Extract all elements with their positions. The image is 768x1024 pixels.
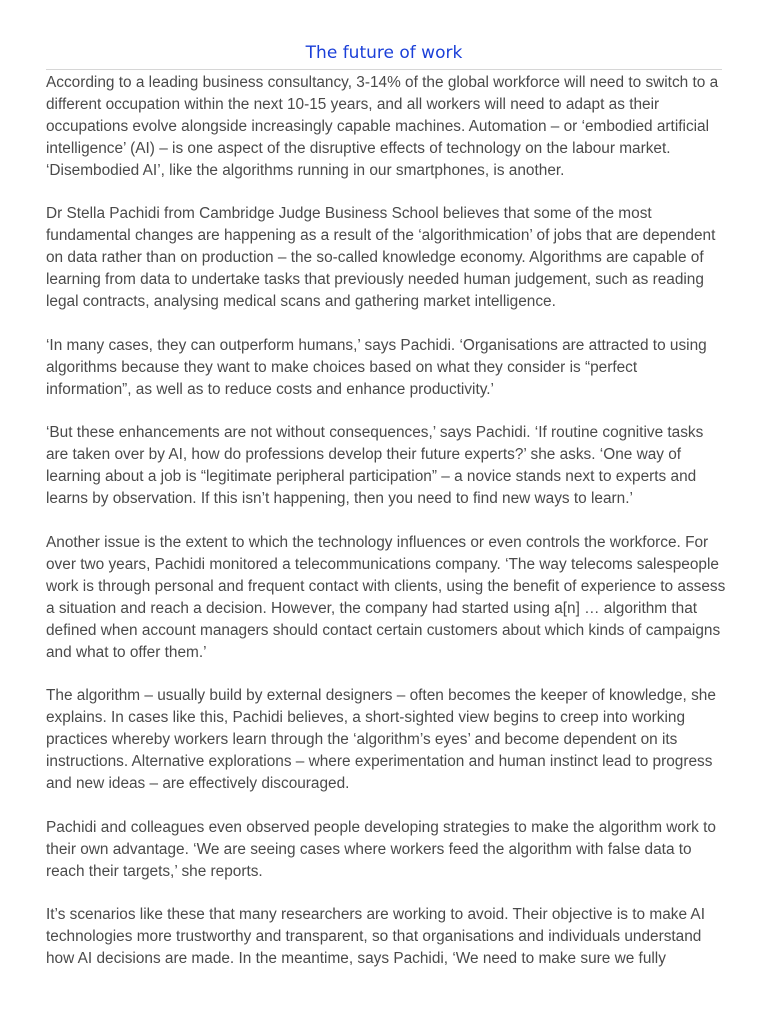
paragraph: ‘But these enhancements are not without consequences,’ says Pachidi. ‘If routine cognitive tasks are taken over by AI, how do professions develop their future experts?’ she asks. ‘One way of learning about a job is “legitimate peripheral participation” – a novice stands next to experts and learns by observation. If this isn’t happening, then you need to find new ways to learn.’ <box>46 424 704 508</box>
paragraph: It’s scenarios like these that many researchers are working to avoid. Their objective is to make AI technologies more trustworthy and transparent, so that organisations and individuals understand how AI decisions are made. In the meantime, says Pachidi, ‘We need to make sure we fully <box>46 906 705 968</box>
article-body <box>46 72 726 992</box>
page-title: The future of work <box>305 43 463 63</box>
paragraph: Pachidi and colleagues even observed people developing strategies to make the algorithm work to their own advantage. ‘We are seeing cases where workers feed the algorithm with false data to reach their targets,’ she reports. <box>46 818 716 880</box>
title-divider <box>46 69 722 70</box>
paragraph: The algorithm – usually build by external designers – often becomes the keeper of knowledge, she explains. In cases like this, Pachidi believes, a short-sighted view begins to creep into working practices whereby workers learn through the ‘algorithm’s eyes’ and become dependent on its instructions. Alternative explorations – where experimentation and human instinct lead to progress and new ideas – are effectively discouraged. <box>46 687 716 792</box>
paragraph: According to a leading business consultancy, 3-14% of the global workforce will need to switch to a different occupation within the next 10-15 years, and all workers will need to adapt as their occupations evolve alongside increasingly capable machines. Automation – or ‘embodied artificial intelligence’ (AI) – is one aspect of the disruptive effects of technology on the labour market. ‘Disembodied AI’, like the algorithms running in our smartphones, is another. <box>46 74 719 179</box>
paragraph: Another issue is the extent to which the technology influences or even controls the workforce. For over two years, Pachidi monitored a telecommunications company. ‘The way telecoms salespeople work is through personal and frequent contact with clients, using the benefit of experience to assess a situation and reach a decision. However, the company had started using a[n] … algorithm that defined when account managers should contact certain customers about which kinds of campaigns and what to offer them.’ <box>46 533 726 661</box>
paragraph: Dr Stella Pachidi from Cambridge Judge Business School believes that some of the most fundamental changes are happening as a result of the ‘algorithmication’ of jobs that are dependent on data rather than on production – the so-called knowledge economy. Algorithms are capable of learning from data to undertake tasks that previously needed human judgement, such as reading legal contracts, analysing medical scans and gathering market intelligence. <box>46 205 716 311</box>
paragraph: ‘In many cases, they can outperform humans,’ says Pachidi. ‘Organisations are attracted to using algorithms because they want to make choices based on what they consider is “perfect information”, as well as to reduce costs and enhance productivity.’ <box>46 336 707 398</box>
